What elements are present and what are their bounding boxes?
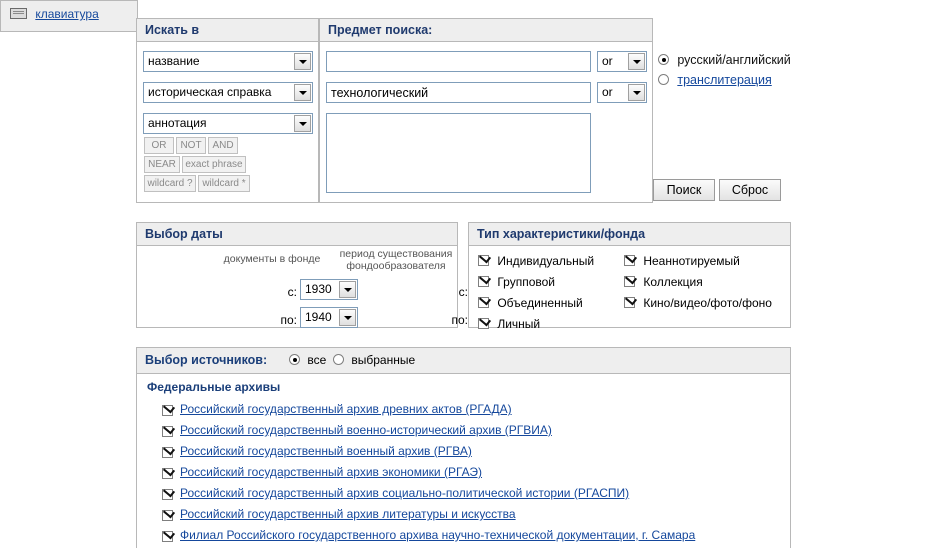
lang-option-ru-en[interactable] (658, 53, 791, 67)
checkbox-archive-rgvia[interactable] (162, 426, 173, 437)
search-field-select-3[interactable] (143, 113, 313, 134)
sources-scope-selected-label: выбранные (351, 353, 416, 367)
archive-label[interactable]: Российский государственный архив литературы и искусства (180, 507, 516, 521)
keyboard-icon (10, 8, 27, 19)
type-item-group-label: Групповой (497, 275, 555, 289)
operator-and-button[interactable]: AND (208, 137, 238, 154)
checkbox-group[interactable] (478, 276, 489, 287)
search-field-select-2-value: историческая справка (148, 85, 272, 99)
date-panel-title: Выбор даты (137, 223, 457, 246)
lang-option-ru-en-label: русский/английский (677, 53, 791, 67)
list-item[interactable] (137, 400, 790, 421)
sources-group-title: Федеральные архивы (147, 380, 281, 394)
search-field-select-2[interactable] (143, 82, 313, 103)
date-panel (136, 222, 468, 328)
radio-translit[interactable] (658, 74, 669, 85)
date-docs-from-value: 1930 (305, 282, 332, 296)
checkbox-collection[interactable] (624, 276, 635, 287)
type-item-individual-label: Индивидуальный (497, 254, 595, 268)
search-subject-title: Предмет поиска: (320, 19, 652, 42)
radio-ru-en[interactable] (658, 54, 669, 65)
checkbox-archive-rgada[interactable] (162, 405, 173, 416)
type-item-collection-label: Коллекция (643, 275, 703, 289)
checkbox-united[interactable] (478, 297, 489, 308)
checkbox-archive-rgae[interactable] (162, 468, 173, 479)
chevron-down-icon (339, 309, 356, 326)
list-item[interactable] (137, 526, 790, 547)
search-button[interactable]: Поиск (653, 179, 715, 201)
date-col-docs-label: документы в фонде (223, 253, 321, 265)
lang-option-translit[interactable] (658, 73, 772, 87)
keyboard-panel (0, 0, 138, 32)
keyboard-label[interactable]: клавиатура (35, 7, 99, 21)
search-field-select-3-value: аннотация (148, 116, 207, 130)
joiner-select-2-value: or (602, 85, 613, 99)
joiner-select-1-value: or (602, 54, 613, 68)
date-docs-from-select[interactable] (300, 279, 358, 300)
type-item-av-label: Кино/видео/фото/фоно (643, 296, 772, 310)
search-field-select-1[interactable] (143, 51, 313, 72)
search-term-input-1[interactable] (326, 51, 591, 72)
type-item-unannotated[interactable] (624, 254, 740, 268)
type-item-collection[interactable] (624, 275, 703, 289)
operator-or-button[interactable]: OR (144, 137, 174, 154)
checkbox-archive-rgantd-samara[interactable] (162, 531, 173, 542)
date-col-founder-label-line1: период существования (339, 248, 453, 260)
chevron-down-icon (294, 53, 311, 70)
checkbox-archive-rgali[interactable] (162, 510, 173, 521)
type-panel-title: Тип характеристики/фонда (469, 223, 790, 246)
operator-wildcard-question-button[interactable]: wildcard ? (144, 175, 196, 192)
type-item-united[interactable] (478, 296, 583, 310)
type-item-personal-label: Личный (497, 317, 541, 331)
sources-title: Выбор источников: (145, 353, 268, 367)
date-founder-to-label: по: (451, 313, 468, 327)
sources-scope-all[interactable] (289, 353, 326, 367)
chevron-down-icon (628, 53, 645, 70)
search-term-input-2[interactable] (326, 82, 591, 103)
radio-scope-selected[interactable] (333, 354, 344, 365)
checkbox-personal[interactable] (478, 318, 489, 329)
reset-button[interactable]: Сброс (719, 179, 781, 201)
archive-list (137, 400, 790, 547)
archive-label[interactable]: Филиал Российского государственного архива научно-технической документации, г. Самара (180, 528, 696, 542)
sources-scope-selected[interactable] (333, 353, 415, 367)
type-item-personal[interactable] (478, 317, 540, 331)
list-item[interactable] (137, 505, 790, 526)
archive-label[interactable]: Российский государственный военный архив (РГВА) (180, 444, 472, 458)
type-panel (468, 222, 791, 331)
date-docs-to-select[interactable] (300, 307, 358, 328)
date-col-founder-label-line2: фондообразователя (346, 260, 446, 272)
chevron-down-icon (628, 84, 645, 101)
operator-exact-phrase-button[interactable]: exact phrase (182, 156, 246, 173)
search-subject-panel (319, 18, 653, 203)
sources-header (137, 348, 790, 374)
checkbox-av[interactable] (624, 297, 635, 308)
chevron-down-icon (294, 84, 311, 101)
lang-option-translit-label[interactable]: транслитерация (677, 73, 772, 87)
archive-label[interactable]: Российский государственный военно-исторический архив (РГВИА) (180, 423, 552, 437)
type-item-unannotated-label: Неаннотируемый (643, 254, 740, 268)
list-item[interactable] (137, 484, 790, 505)
date-docs-from-label: с: (287, 285, 297, 299)
chevron-down-icon (294, 115, 311, 132)
joiner-select-1[interactable] (597, 51, 647, 72)
operator-wildcard-star-button[interactable]: wildcard * (198, 175, 250, 192)
list-item[interactable] (137, 421, 790, 442)
date-docs-to-label: по: (280, 313, 297, 327)
search-in-title: Искать в (137, 19, 318, 42)
list-item[interactable] (137, 442, 790, 463)
type-item-av[interactable] (624, 296, 772, 310)
type-item-united-label: Объединенный (497, 296, 583, 310)
sources-scope-all-label: все (307, 353, 327, 367)
search-field-select-1-value: название (148, 54, 200, 68)
radio-scope-all[interactable] (289, 354, 300, 365)
sources-panel (136, 347, 791, 548)
operator-near-button[interactable]: NEAR (144, 156, 180, 173)
list-item[interactable] (137, 463, 790, 484)
date-docs-to-value: 1940 (305, 310, 332, 324)
operator-not-button[interactable]: NOT (176, 137, 206, 154)
checkbox-unannotated[interactable] (624, 255, 635, 266)
chevron-down-icon (339, 281, 356, 298)
search-in-panel (136, 18, 319, 203)
joiner-select-2[interactable] (597, 82, 647, 103)
archive-label[interactable]: Российский государственный архив экономики (РГАЭ) (180, 465, 483, 479)
archive-label[interactable]: Российский государственный архив древних актов (РГАДА) (180, 402, 512, 416)
date-founder-from-label: с: (458, 285, 468, 299)
type-item-individual[interactable] (478, 254, 594, 268)
search-term-textarea[interactable] (326, 113, 591, 193)
checkbox-archive-rgva[interactable] (162, 447, 173, 458)
archive-label[interactable]: Российский государственный архив социально-политической истории (РГАСПИ) (180, 486, 630, 500)
keyboard-toggle[interactable] (10, 7, 99, 21)
checkbox-archive-rgaspi[interactable] (162, 489, 173, 500)
type-item-group[interactable] (478, 275, 555, 289)
checkbox-individual[interactable] (478, 255, 489, 266)
